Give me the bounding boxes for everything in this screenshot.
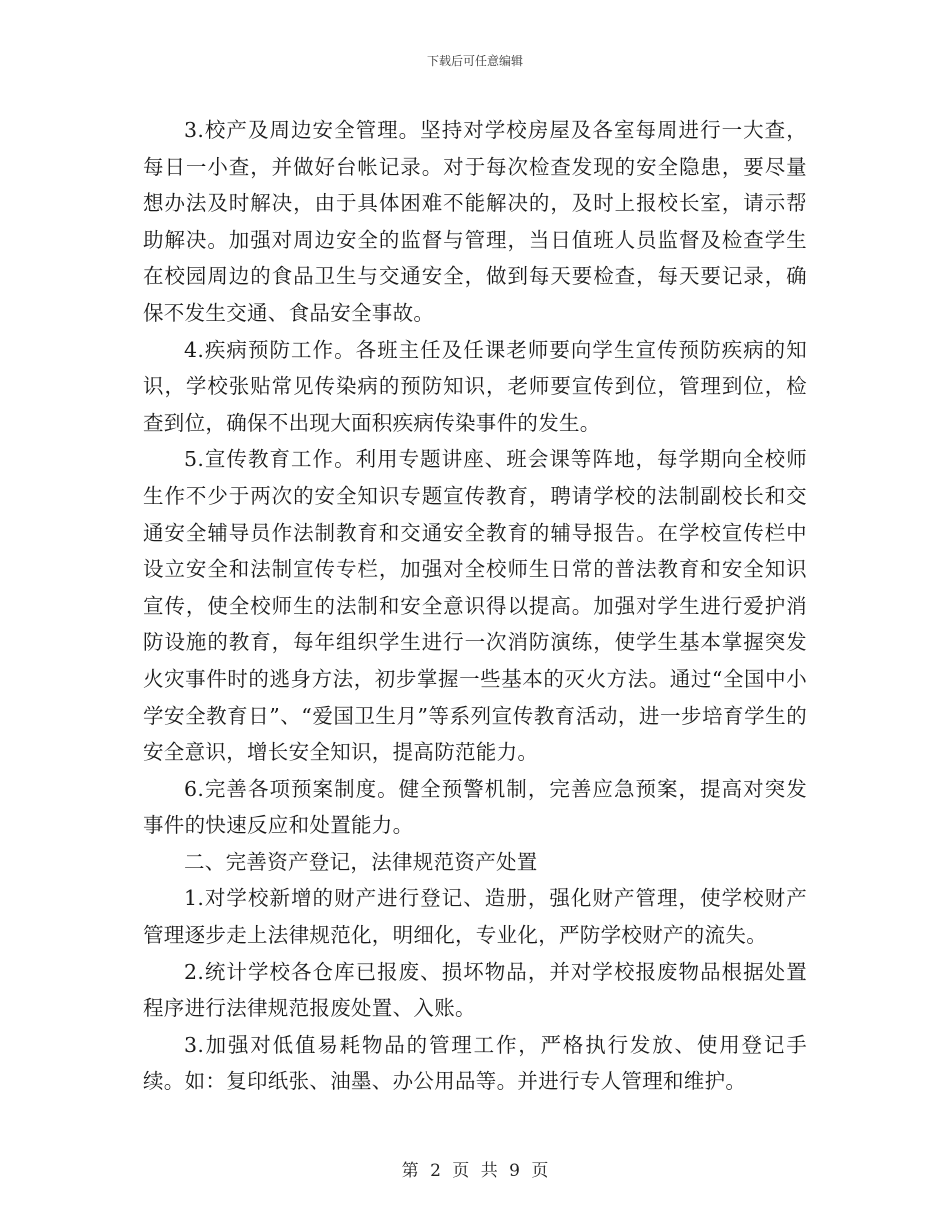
paragraph-scrap-disposal: 2.统计学校各仓库已报废、损坏物品，并对学校报废物品根据处置程序进行法律规范报废处置、入账。 [143, 959, 807, 1021]
page-number: 第 2 页 共 9 页 [401, 1161, 549, 1181]
paragraph-emergency-plans: 6.完善各项预案制度。健全预警机制，完善应急预案，提高对突发事件的快速反应和处置能力。 [143, 776, 807, 838]
paragraph-consumables-management: 3.加强对低值易耗物品的管理工作，严格执行发放、使用登记手续。如：复印纸张、油墨、办公用品等。并进行专人管理和维护。 [143, 1032, 807, 1094]
paragraph-asset-registration: 1.对学校新增的财产进行登记、造册，强化财产管理，使学校财产管理逐步走上法律规范化，明细化，专业化，严防学校财产的流失。 [143, 886, 807, 948]
paragraph-publicity-education: 5.宣传教育工作。利用专题讲座、班会课等阵地，每学期向全校师生作不少于两次的安全知识专题宣传教育，聘请学校的法制副校长和交通安全辅导员作法制教育和交通安全教育的辅导报告。在学校宣传栏中设立安全和法制宣传专栏，加强对全校师生日常的普法教育和安全知识宣传，使全校师生的法制和安全意识得以提高。加强对学生进行爱护消防设施的教育，每年组织学生进行一次消防演练，使学生基本掌握突发火灾事件时的逃身方法，初步掌握一些基本的灭火方法。通过“全国中小学安全教育日”、“爱国卫生月”等系列宣传教育活动，进一步培育学生的安全意识，增长安全知识，提高防范能力。 [143, 447, 807, 765]
document-body [143, 112, 807, 1100]
paragraph-disease-prevention: 4.疾病预防工作。各班主任及任课老师要向学生宣传预防疾病的知识，学校张贴常见传染病的预防知识，老师要宣传到位，管理到位，检查到位，确保不出现大面积疾病传染事件的发生。 [143, 337, 807, 435]
section-heading-asset-management: 二、完善资产登记，法律规范资产处置 [184, 849, 538, 874]
page-header: 下载后可任意编辑 [426, 54, 523, 68]
paragraph-campus-safety: 3.校产及周边安全管理。坚持对学校房屋及各室每周进行一大查，每日一小查，并做好台帐记录。对于每次检查发现的安全隐患，要尽量想办法及时解决，由于具体困难不能解决的，及时上报校长室，请示帮助解决。加强对周边安全的监督与管理，当日值班人员监督及检查学生在校园周边的食品卫生与交通安全，做到每天要检查，每天要记录，确保不发生交通、食品安全事故。 [143, 118, 807, 325]
